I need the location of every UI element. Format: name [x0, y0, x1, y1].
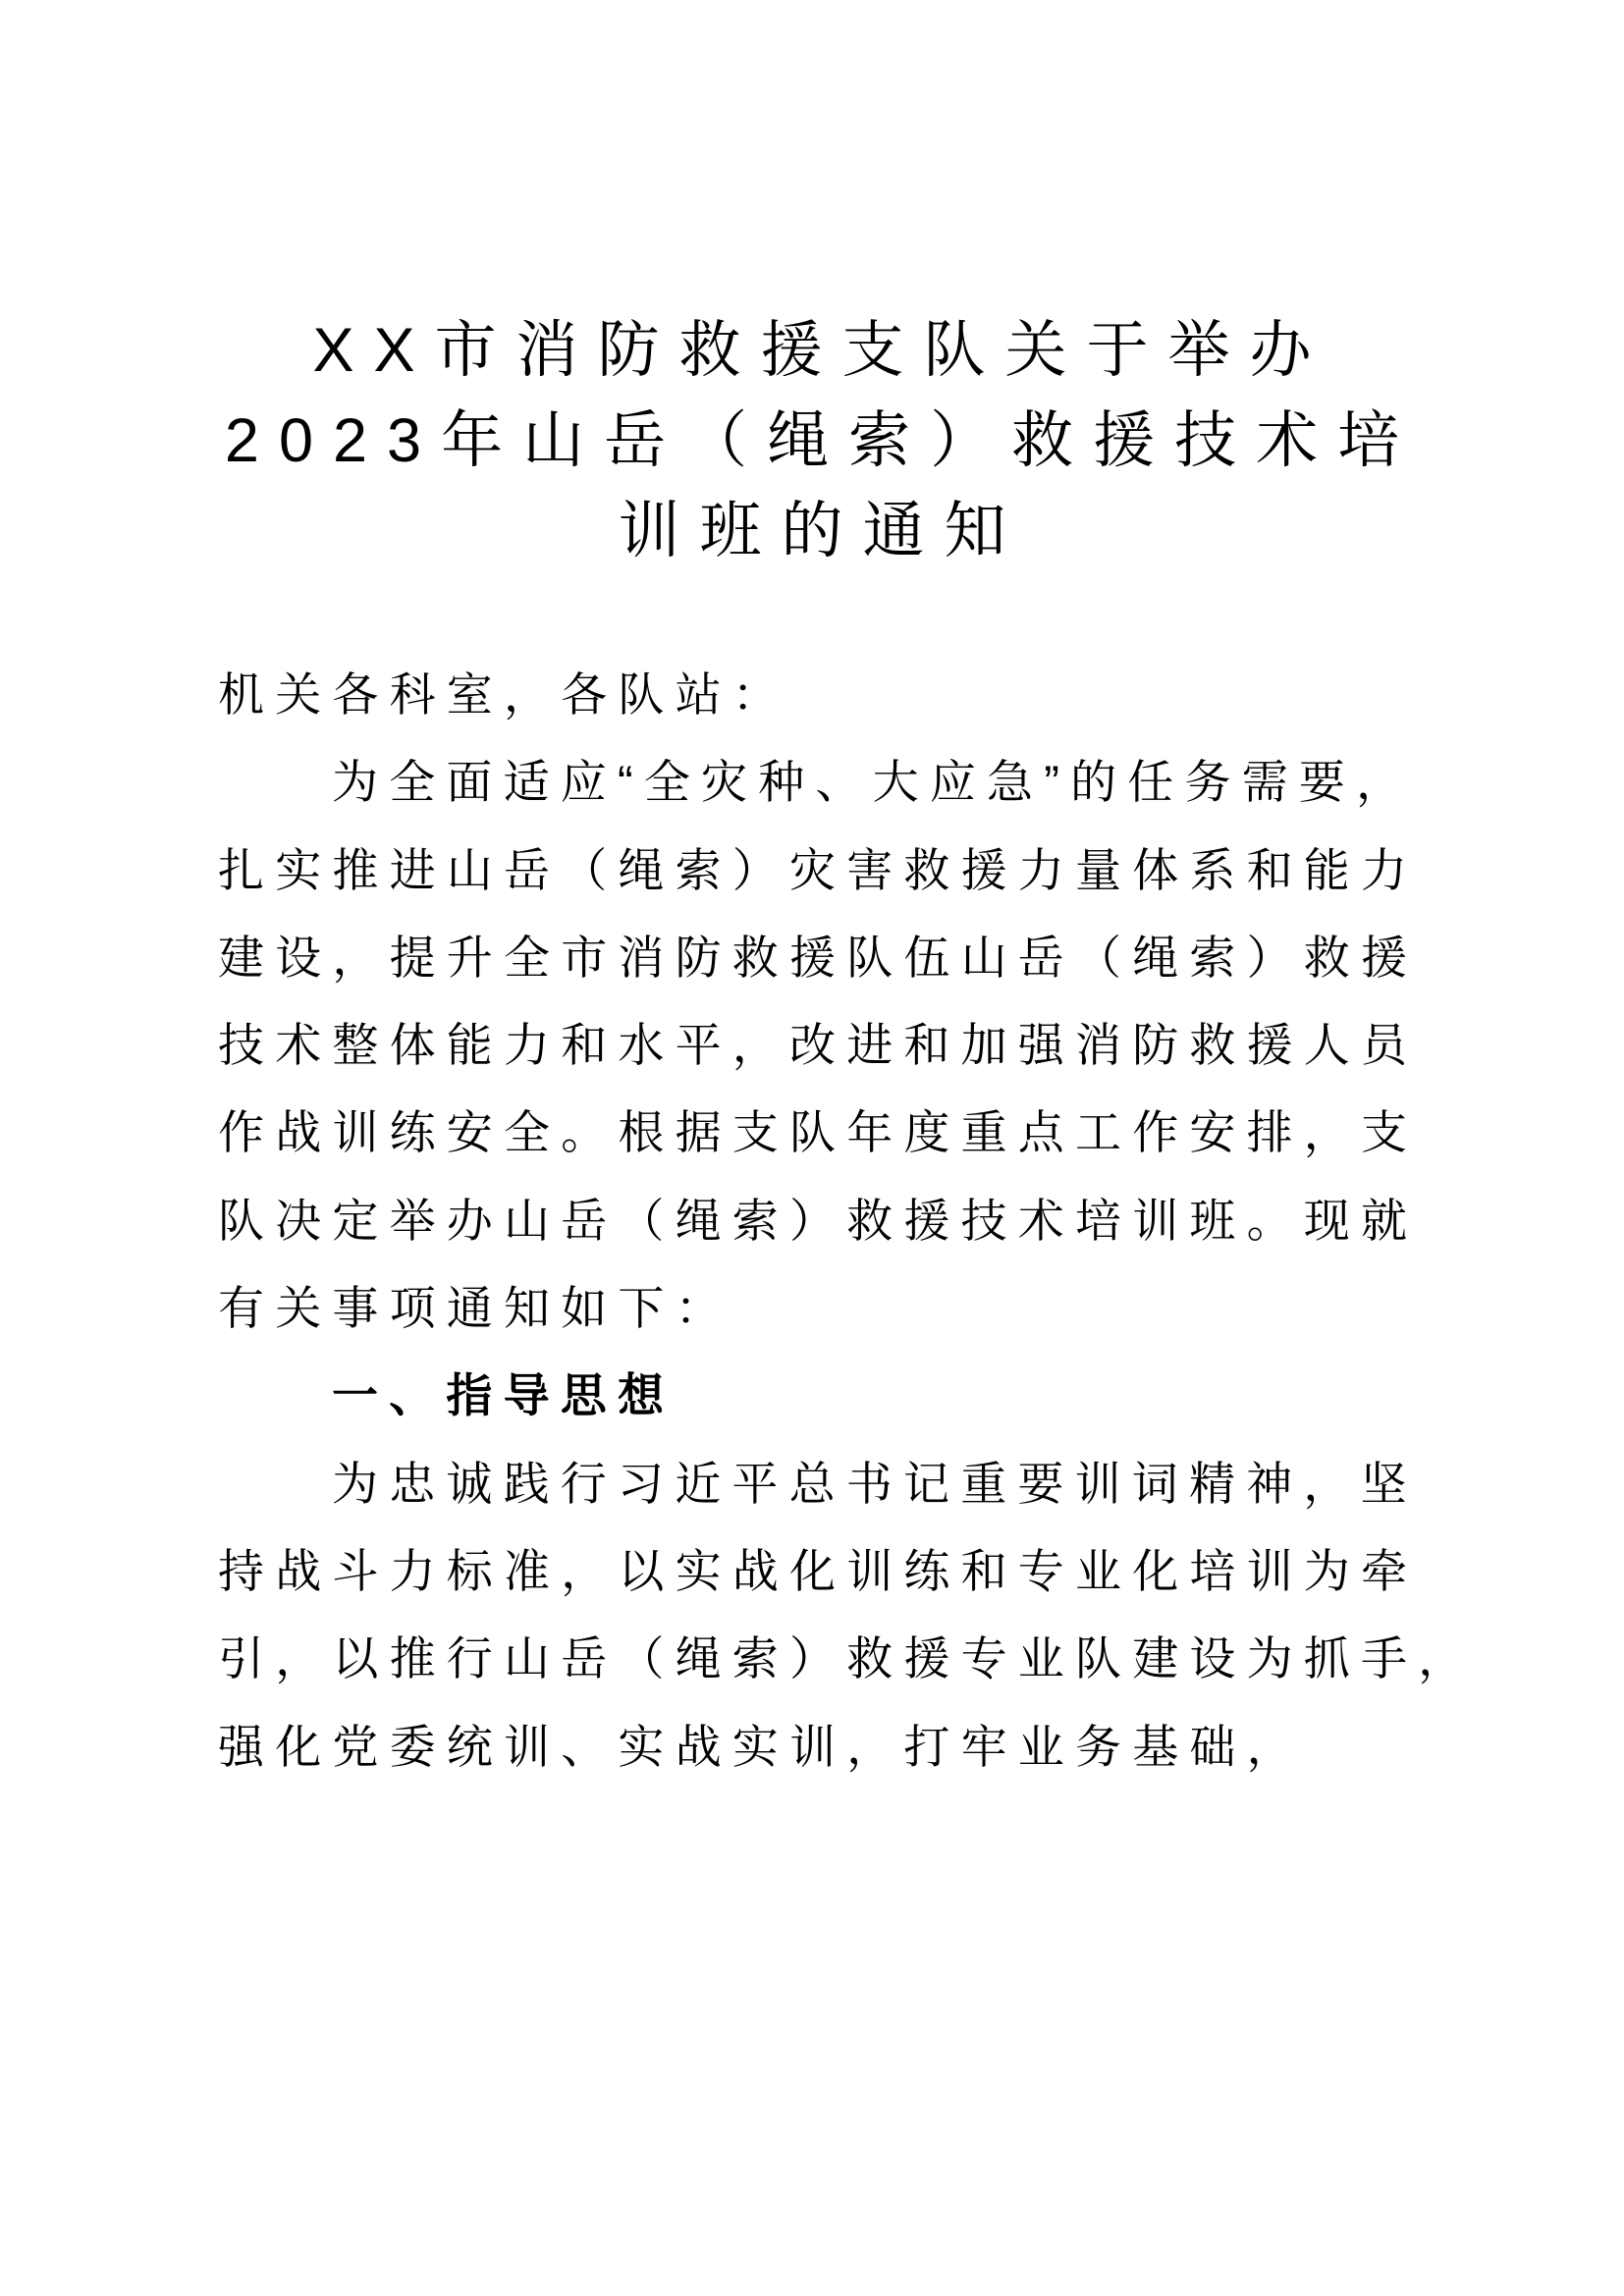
body-line: 持战斗力标准，以实战化训练和专业化培训为牵	[218, 1544, 1419, 1597]
body-line: 扎实推进山岳（绳索）灾害救援力量体系和能力	[218, 843, 1419, 896]
document-title	[0, 305, 1624, 576]
body-line: 建设，提升全市消防救援队伍山岳（绳索）救援	[218, 931, 1419, 984]
body-line: 技术整体能力和水平，改进和加强消防救援人员	[218, 1019, 1419, 1072]
body-line: 引，以推行山岳（绳索）救援专业队建设为抓手，	[218, 1632, 1476, 1685]
body-line: 强化党委统训、实战实训，打牢业务基础，	[218, 1720, 1304, 1773]
body-line: 为全面适应“全灾种、大应急”的任务需要，	[332, 756, 1414, 809]
document-body	[218, 651, 1494, 1790]
body-line: 机关各科室，各队站：	[218, 668, 789, 721]
body-line: 有关事项通知如下：	[218, 1282, 732, 1335]
body-line: 作战训练安全。根据支队年度重点工作安排，支	[218, 1106, 1419, 1159]
body-line: 队决定举办山岳（绳索）救援技术培训班。现就	[218, 1194, 1419, 1247]
section-heading: 一、指导思想	[332, 1369, 676, 1422]
body-line: 为忠诚践行习近平总书记重要训词精神，坚	[332, 1457, 1418, 1510]
title-line: 2023年山岳（绳索）救援技术培	[224, 406, 1420, 475]
title-line: XX市消防救援支队关于举办	[312, 316, 1331, 385]
title-line: 训班的通知	[618, 497, 1026, 565]
